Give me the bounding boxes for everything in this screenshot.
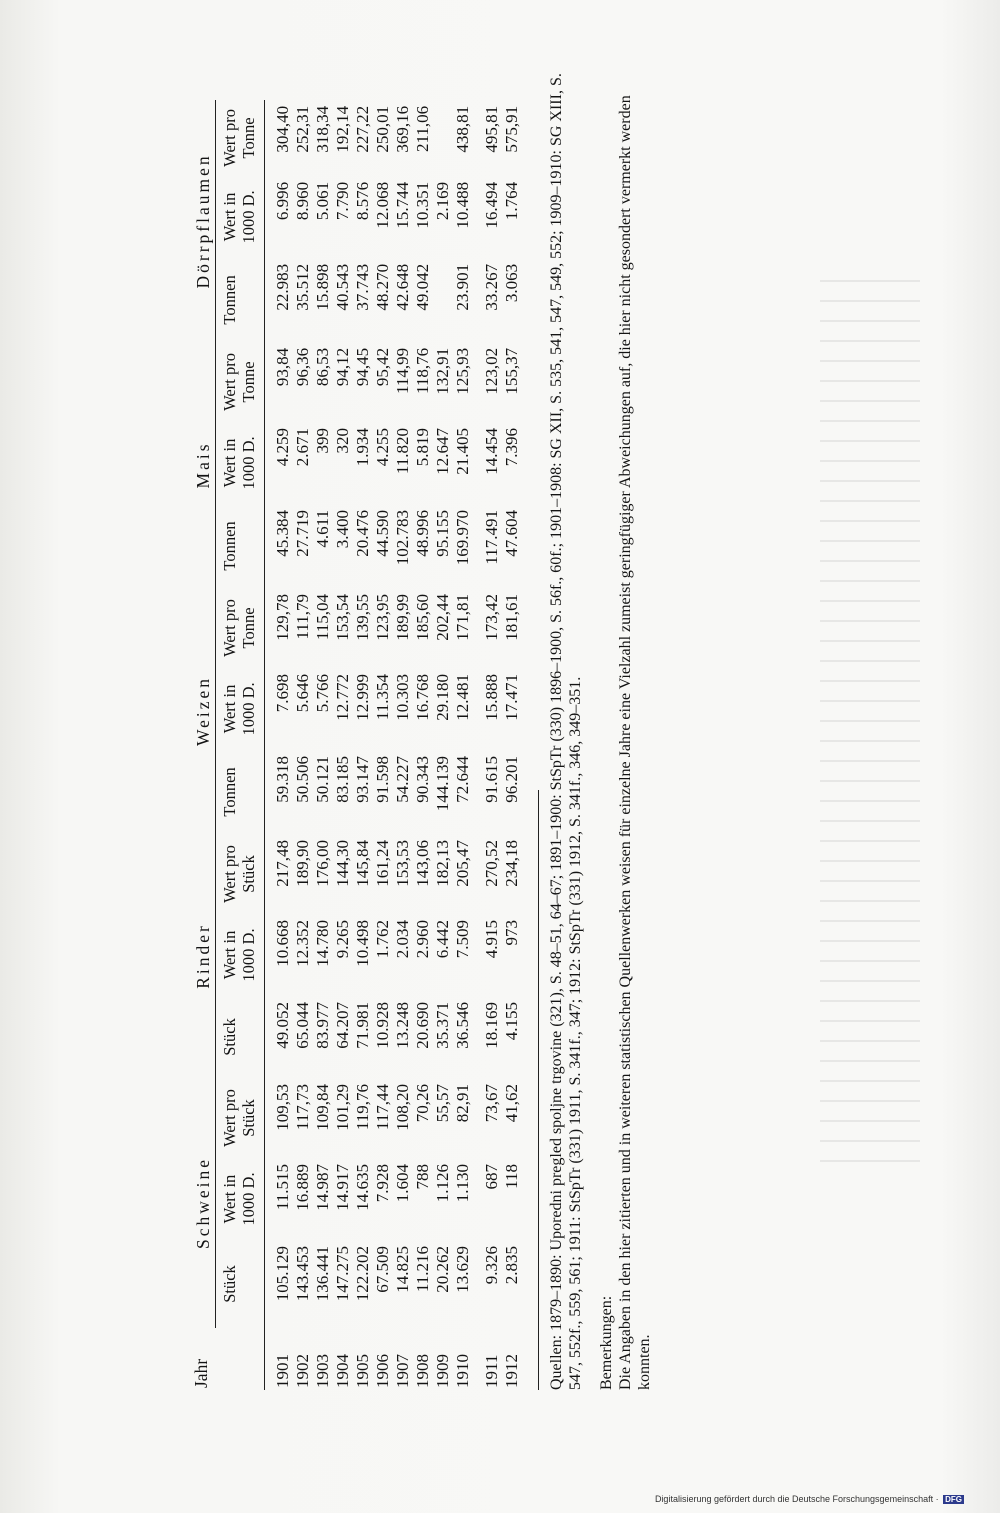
table-cell: 16.768 (413, 673, 432, 721)
table-cell: 145,84 (353, 839, 372, 887)
table-cell: 117,44 (373, 1083, 392, 1131)
table-cell: 4.611 (313, 509, 332, 548)
column-header-line1: Wert pro (220, 353, 239, 411)
table-cell: 7.396 (502, 427, 521, 467)
show-through-ghost (820, 280, 920, 1180)
column-header-line1: Tonnen (220, 521, 239, 571)
table-cell: 1.762 (373, 919, 392, 959)
year-cell: 1908 (413, 1354, 432, 1388)
table-cell: 270,52 (482, 839, 501, 887)
table-cell: 318,34 (313, 105, 332, 153)
column-header-line2: 1000 D. (239, 436, 258, 490)
footer-text: Digitalisierung gefördert durch die Deutsche Forschungsgemeinschaft (654, 1494, 934, 1504)
table-cell: 96.201 (502, 755, 521, 803)
table-cell: 176,00 (313, 839, 332, 887)
column-header (216, 834, 265, 914)
table-cell: 117.491 (482, 509, 501, 565)
column-header-line1: Wert in (220, 930, 239, 980)
table-cell: 44.590 (373, 509, 392, 557)
table-cell: 5.766 (313, 673, 332, 713)
table-cell: 122.202 (353, 1246, 372, 1302)
table-cell: 94,45 (353, 347, 372, 387)
group-schweine: Schweine (184, 1078, 216, 1328)
table-cell: 10.668 (273, 919, 292, 967)
table-cell: 11.820 (393, 427, 412, 475)
table-cell: 7.698 (273, 673, 292, 713)
table-cell: 20.690 (413, 1001, 432, 1049)
table-cell: 108,20 (393, 1083, 412, 1131)
table-cell: 45.384 (273, 509, 292, 557)
table-cell: 72.644 (453, 755, 472, 803)
table-cell: 37.743 (353, 263, 372, 311)
table-cell: 10.498 (353, 919, 372, 967)
table-cell: 687 (482, 1164, 501, 1190)
table-cell: 105.129 (273, 1246, 292, 1302)
table-cell: 139,55 (353, 593, 372, 641)
year-cell: 1903 (313, 1354, 332, 1388)
table-cell: 96,36 (293, 347, 312, 387)
table-cell: 155,37 (502, 347, 521, 395)
table-cell: 4.255 (373, 427, 392, 467)
year-cell: 1904 (333, 1354, 352, 1388)
table-cell: 11.216 (413, 1246, 432, 1293)
column-header-line1: Wert in (220, 438, 239, 488)
table-cell: 227,22 (353, 105, 372, 153)
table-cell: 14.825 (393, 1246, 412, 1293)
table-cell: 129,78 (273, 593, 292, 641)
remarks-title: Bemerkungen: (598, 1295, 615, 1390)
table-cell: 320 (333, 427, 352, 454)
column-header (216, 100, 265, 176)
table-cell: 33.267 (482, 263, 501, 311)
column-header-line1: Wert pro (220, 599, 239, 657)
table-cell: 132,91 (433, 347, 452, 395)
table-cell: 123,02 (482, 347, 501, 395)
column-header (216, 176, 265, 258)
table-cell: 161,24 (373, 839, 392, 887)
table-cell: 12.068 (373, 181, 392, 229)
table-cell: 192,14 (333, 105, 352, 153)
table-row (473, 100, 502, 1390)
table-cell: 50.506 (293, 755, 312, 803)
table-row (265, 100, 294, 1390)
table-cell: 14.780 (313, 919, 332, 967)
table-cell: 10.351 (413, 181, 432, 229)
table-cell: 91.598 (373, 755, 392, 803)
table-cell: 86,53 (313, 347, 332, 387)
year-cell: 1911 (482, 1354, 501, 1388)
column-header-line2: Tonne (239, 607, 258, 649)
table-cell: 22.983 (273, 263, 292, 311)
table-cell: 143,06 (413, 839, 432, 887)
table-cell: 575,91 (502, 105, 521, 153)
year-cell: 1902 (293, 1354, 312, 1388)
table-cell: 15.888 (482, 673, 501, 721)
table-row (502, 100, 522, 1390)
table-row (313, 100, 333, 1390)
column-header (216, 258, 265, 342)
table-row (453, 100, 473, 1390)
column-header-line2: 1000 D. (239, 682, 258, 736)
group-mais: Mais (184, 342, 216, 588)
column-header-line2: Stück (239, 1099, 258, 1137)
table-cell: 153,54 (333, 593, 352, 641)
table-cell: 82,91 (453, 1083, 472, 1123)
table-cell: 16.889 (293, 1164, 312, 1211)
column-header (216, 342, 265, 422)
table-cell: 169.970 (453, 509, 472, 566)
table-cell: 115,04 (313, 593, 332, 641)
column-header-line1: Stück (220, 1018, 239, 1056)
table-cell: 438,81 (453, 105, 472, 153)
column-header-row (216, 100, 265, 1390)
table-cell: 3.400 (333, 509, 352, 549)
table-cell: 11.515 (273, 1164, 292, 1211)
trade-table (184, 100, 522, 1390)
sources-text: Quellen: 1879–1890: Uporedni pregled spoljne trgovine (321), S. 48–51, 64–67; 1891–1900: StSpTr (330) 1896–1900, S. 56f., 60f.; 1901–1908: SG XII, S. 535, 541, 547, 549, 552; 1909–1910: SG XIII, S. 547, 552f., 559, 561; 1911: StSpTr (331) 1911, S. 341f., 347; 1912: StSpTr (331) 1912, S. 341f., 346, 349–351. (548, 73, 584, 1390)
table-cell: 109,53 (273, 1083, 292, 1131)
column-header (216, 914, 265, 996)
table-cell: 20.262 (433, 1246, 452, 1293)
table-cell: 50.121 (313, 755, 332, 803)
table-cell: 48.270 (373, 263, 392, 311)
table-cell: 1.604 (393, 1164, 412, 1203)
table-cell: 250,01 (373, 105, 392, 153)
table-cell: 6.442 (433, 919, 452, 959)
column-header-line1: Tonnen (220, 275, 239, 325)
table-cell: 6.996 (273, 181, 292, 221)
table-cell: 495,81 (482, 105, 501, 153)
column-header (216, 504, 265, 588)
group-rinder: Rinder (184, 834, 216, 1078)
table-cell: 369,16 (393, 105, 412, 153)
group-doerrpflaumen: Dörrpflaumen (184, 100, 216, 342)
column-header-line1: Tonnen (220, 767, 239, 817)
column-header (216, 750, 265, 834)
table-cell: 54.227 (393, 755, 412, 803)
column-header (216, 588, 265, 668)
table-cell: 143.453 (293, 1246, 312, 1302)
table-cell: 1.126 (433, 1164, 452, 1203)
table-row (373, 100, 393, 1390)
table-cell: 12.352 (293, 919, 312, 967)
table-cell: 12.647 (433, 427, 452, 475)
table-cell: 93,84 (273, 347, 292, 387)
table-cell: 1.764 (502, 181, 521, 221)
table-cell: 16.494 (482, 181, 501, 229)
table-cell (433, 100, 453, 176)
table-cell: 118,76 (413, 347, 432, 395)
table-cell: 189,99 (393, 593, 412, 641)
table-cell: 202,44 (433, 593, 452, 641)
table-cell: 119,76 (353, 1083, 372, 1131)
table-cell: 55,57 (433, 1083, 452, 1123)
table-row (413, 100, 433, 1390)
table-cell: 14.987 (313, 1164, 332, 1211)
table-cell: 95.155 (433, 509, 452, 557)
column-header (216, 1158, 265, 1240)
year-cell: 1906 (373, 1354, 392, 1388)
table-cell: 83.977 (313, 1001, 332, 1049)
table-cell: 182,13 (433, 839, 452, 887)
column-header-line2: 1000 D. (239, 928, 258, 982)
table-cell: 13.248 (393, 1001, 412, 1049)
column-header-line1: Wert in (220, 1174, 239, 1224)
column-header-line2: 1000 D. (239, 190, 258, 244)
table-cell: 12.481 (453, 673, 472, 721)
table-cell: 29.180 (433, 673, 452, 721)
table-cell: 123,95 (373, 593, 392, 641)
table-row (293, 100, 313, 1390)
year-cell: 1905 (353, 1354, 372, 1388)
table-cell: 153,53 (393, 839, 412, 887)
table-cell: 95,42 (373, 347, 392, 387)
table-cell: 11.354 (373, 673, 392, 721)
dfg-logo: DFG (945, 1495, 962, 1504)
table-cell: 3.063 (502, 263, 521, 303)
table-row (433, 100, 453, 1390)
table-cell: 2.034 (393, 919, 412, 959)
year-cell: 1901 (273, 1354, 292, 1388)
table-cell: 125,93 (453, 347, 472, 395)
year-cell: 1909 (433, 1354, 452, 1388)
table-cell: 20.476 (353, 509, 372, 557)
table-cell (433, 258, 453, 342)
table-cell: 4.915 (482, 919, 501, 959)
column-header-line1: Stück (220, 1265, 239, 1303)
column-header (216, 1078, 265, 1158)
table-cell: 109,84 (313, 1083, 332, 1131)
column-header (216, 1240, 265, 1328)
table-cell: 40.543 (333, 263, 352, 311)
table-cell: 4.259 (273, 427, 292, 467)
table-row (353, 100, 373, 1390)
table-cell: 144,30 (333, 839, 352, 887)
table-cell: 5.819 (413, 427, 432, 467)
table-cell: 93.147 (353, 755, 372, 803)
table-cell: 17.471 (502, 673, 521, 721)
table-cell: 13.629 (453, 1246, 472, 1293)
table-cell: 14.917 (333, 1164, 352, 1211)
table-cell: 4.155 (502, 1001, 521, 1041)
table-cell: 7.928 (373, 1164, 392, 1203)
table-cell: 181,61 (502, 593, 521, 641)
table-cell: 15.744 (393, 181, 412, 229)
table-cell: 5.061 (313, 181, 332, 221)
table-cell: 111,79 (293, 593, 312, 640)
table-cell: 27.719 (293, 509, 312, 557)
column-header-line1: Wert pro (220, 845, 239, 903)
table-cell: 7.790 (333, 181, 352, 221)
table-cell: 1.934 (353, 427, 372, 467)
table-cell: 217,48 (273, 839, 292, 887)
year-header: Jahr (191, 1358, 211, 1388)
notes-block (538, 50, 654, 1390)
column-header-line2: Tonne (239, 117, 258, 159)
table-cell: 21.405 (453, 427, 472, 475)
table-cell: 48.996 (413, 509, 432, 557)
remarks-text: Die Angaben in den hier zitierten und in weiteren statistischen Quellenwerken weisen für einzelne Jahre eine Vielzahl zumeist geringfügiger Abweichungen auf, die hier nicht gesondert vermerkt werden konnten. (617, 95, 653, 1390)
table-cell: 304,40 (273, 105, 292, 153)
table-cell: 114,99 (393, 347, 412, 395)
table-cell: 59.318 (273, 755, 292, 803)
year-cell: 1910 (453, 1354, 472, 1388)
table-cell: 171,81 (453, 593, 472, 641)
table-cell: 7.509 (453, 919, 472, 959)
notes-divider (538, 790, 539, 1390)
table-cell: 23.901 (453, 263, 472, 311)
table-cell: 15.898 (313, 263, 332, 311)
group-header-row (184, 100, 216, 1390)
table-cell: 399 (313, 427, 332, 454)
table-cell: 70,26 (413, 1083, 432, 1123)
table-cell: 83.185 (333, 755, 352, 803)
table-cell: 234,18 (502, 839, 521, 887)
column-header-line2: 1000 D. (239, 1172, 258, 1226)
table-cell: 41,62 (502, 1083, 521, 1123)
table-cell: 2.169 (433, 181, 452, 221)
table-cell: 73,67 (482, 1083, 501, 1123)
table-cell: 12.772 (333, 673, 352, 721)
table-cell: 42.648 (393, 263, 412, 311)
table-cell: 36.546 (453, 1001, 472, 1049)
table-cell: 10.928 (373, 1001, 392, 1049)
table-cell: 91.615 (482, 755, 501, 803)
table-cell: 211,06 (413, 105, 432, 153)
table-cell: 9.265 (333, 919, 352, 959)
table-cell: 8.960 (293, 181, 312, 221)
table-cell: 144.139 (433, 755, 452, 812)
table-body (265, 100, 523, 1390)
table-cell: 5.646 (293, 673, 312, 713)
table-cell: 47.604 (502, 509, 521, 557)
table-cell: 205,47 (453, 839, 472, 887)
table-cell: 49.052 (273, 1001, 292, 1049)
year-cell: 1907 (393, 1354, 412, 1388)
table-cell: 1.130 (453, 1164, 472, 1203)
column-header-line1: Wert pro (220, 109, 239, 167)
table-cell: 35.512 (293, 263, 312, 311)
table-row (393, 100, 413, 1390)
table-cell: 90.343 (413, 755, 432, 803)
table-cell: 102.783 (393, 509, 412, 566)
column-header (216, 668, 265, 750)
rotated-table-page (184, 50, 774, 1390)
table-cell: 94,12 (333, 347, 352, 387)
table-cell: 10.488 (453, 181, 472, 229)
table-cell: 136.441 (313, 1246, 332, 1302)
table-cell: 147.275 (333, 1246, 352, 1302)
column-header-line1: Wert in (220, 684, 239, 734)
column-header-line1: Wert in (220, 192, 239, 242)
table-cell: 14.635 (353, 1164, 372, 1211)
table-cell: 12.999 (353, 673, 372, 721)
table-cell: 788 (413, 1164, 432, 1190)
table-cell: 8.576 (353, 181, 372, 221)
table-cell: 67.509 (373, 1246, 392, 1293)
table-cell: 185,60 (413, 593, 432, 641)
table-cell: 101,29 (333, 1083, 352, 1131)
table-cell: 9.326 (482, 1246, 501, 1285)
year-cell: 1912 (502, 1354, 521, 1388)
table-cell: 64.207 (333, 1001, 352, 1049)
column-header-line2: Stück (239, 855, 258, 893)
table-row (333, 100, 353, 1390)
column-header (216, 422, 265, 504)
digitization-footer: Digitalisierung gefördert durch die Deutsche Forschungsgemeinschaft · DFG (654, 1494, 962, 1504)
column-header-line1: Wert pro (220, 1089, 239, 1147)
table-cell: 117,73 (293, 1083, 312, 1131)
table-cell: 14.454 (482, 427, 501, 475)
table-cell: 252,31 (293, 105, 312, 153)
table-cell: 10.303 (393, 673, 412, 721)
table-cell: 173,42 (482, 593, 501, 641)
table-cell: 71.981 (353, 1001, 372, 1049)
table-cell: 49.042 (413, 263, 432, 311)
table-cell: 2.835 (502, 1246, 521, 1285)
group-weizen: Weizen (184, 588, 216, 834)
table-cell: 118 (502, 1164, 521, 1189)
table-cell: 35.371 (433, 1001, 452, 1049)
table-cell: 65.044 (293, 1001, 312, 1049)
table-cell: 18.169 (482, 1001, 501, 1049)
table-cell: 2.671 (293, 427, 312, 467)
table-cell: 189,90 (293, 839, 312, 887)
column-header-line2: Tonne (239, 361, 258, 403)
table-cell: 973 (502, 919, 521, 946)
column-header (216, 996, 265, 1078)
table-cell: 2.960 (413, 919, 432, 959)
